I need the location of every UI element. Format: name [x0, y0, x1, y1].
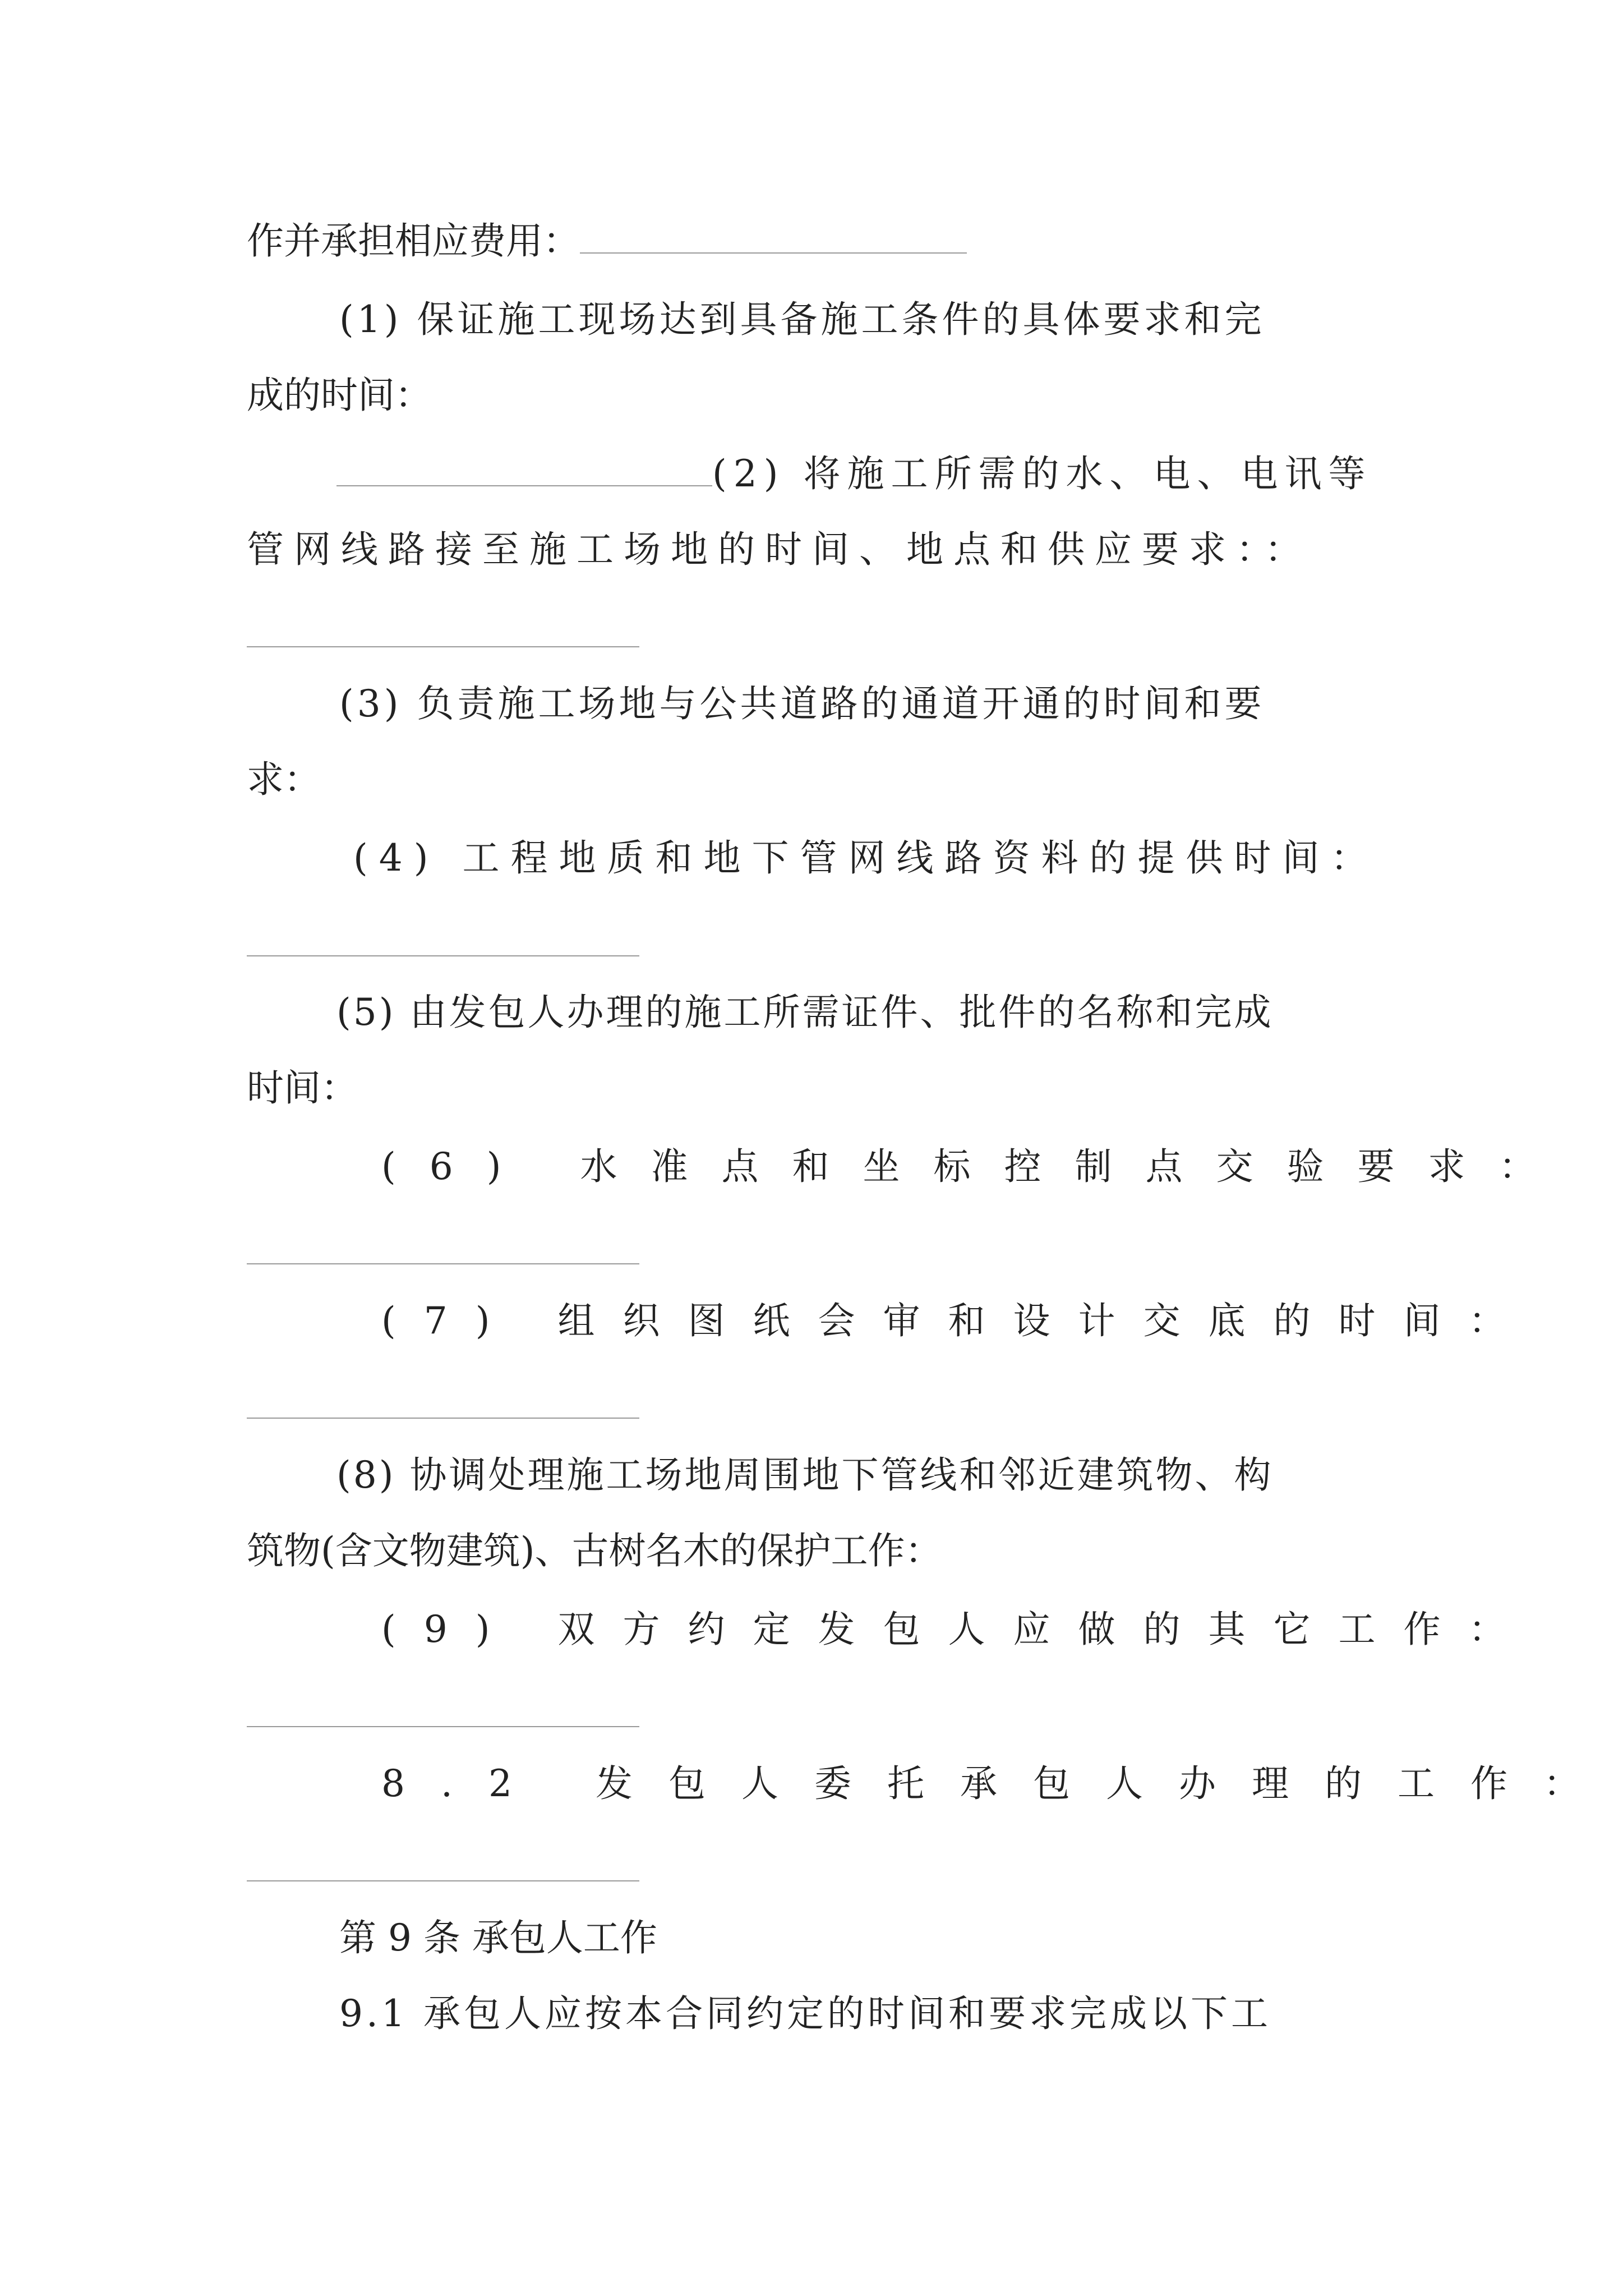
line-text: (2) 将施工所需的水、电、电讯等 [712, 452, 1372, 495]
section-heading: 第 9 条 承包人工作 [339, 1916, 657, 1959]
blank-underline [247, 1880, 639, 1881]
text-line [247, 216, 967, 266]
text-line: (1) 保证施工现场达到具备施工条件的具体要求和完 [339, 298, 1265, 341]
text-line: 筑物(含文物建筑)、古树名木的保护工作： [247, 1529, 942, 1572]
text-line: (5) 由发包人办理的施工所需证件、批件的名称和完成 [336, 991, 1274, 1034]
text-line: 9.1 承包人应按本合同约定的时间和要求完成以下工 [339, 1992, 1271, 2035]
text-line: 时间： [247, 1066, 358, 1110]
text-line: 求： [247, 758, 321, 801]
blank-underline [247, 1418, 639, 1419]
blank-underline [580, 219, 967, 254]
text-line: (7) 组织图纸会审和设计交底的时间： [381, 1299, 1534, 1342]
text-line [336, 449, 1372, 499]
text-line: (4) 工程地质和地下管网线路资料的提供时间： [353, 836, 1379, 880]
blank-underline [247, 1263, 639, 1264]
blank-underline [247, 1726, 639, 1727]
text-line: 成的时间： [247, 374, 432, 417]
blank-underline [247, 955, 639, 956]
line-text: 作并承担相应费用： [247, 219, 580, 263]
blank-underline [336, 452, 712, 486]
text-line: 管网线路接至施工场地的时间、地点和供应要求：： [247, 528, 1312, 571]
text-line: 8.2 发包人委托承包人办理的工作： [381, 1762, 1616, 1805]
text-line: (3) 负责施工场地与公共道路的通道开通的时间和要 [339, 682, 1265, 725]
text-line: (6) 水准点和坐标控制点交验要求： [381, 1145, 1570, 1188]
blank-underline [247, 646, 639, 647]
text-line: (9) 双方约定发包人应做的其它工作： [381, 1608, 1534, 1651]
text-line: (8) 协调处理施工场地周围地下管线和邻近建筑物、构 [336, 1453, 1274, 1497]
